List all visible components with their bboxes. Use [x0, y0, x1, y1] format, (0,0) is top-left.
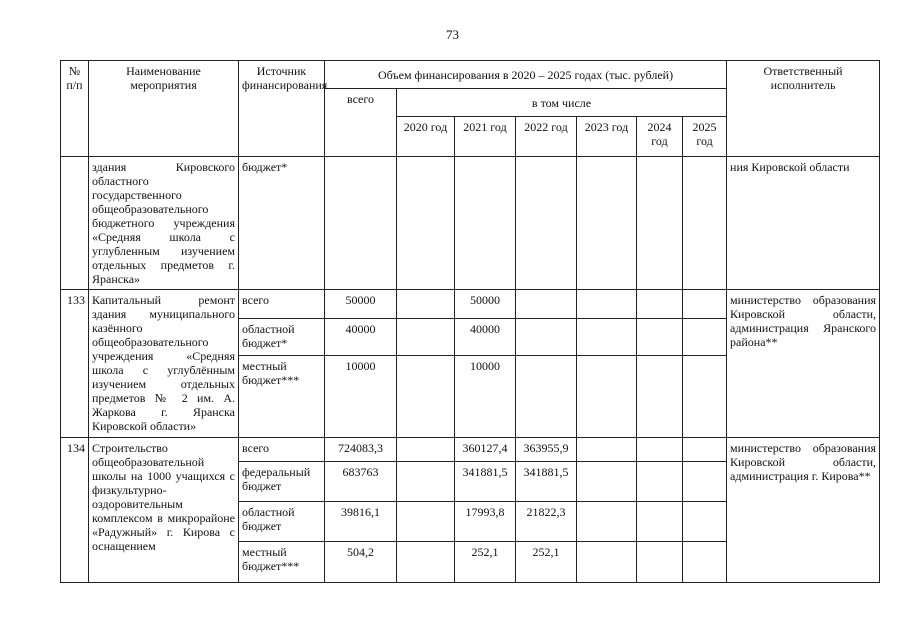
cell-total: 683763: [325, 461, 397, 501]
header-including: в том числе: [397, 89, 727, 117]
header-source: Источник финансирования: [239, 61, 325, 157]
cell-no: 134: [61, 437, 89, 582]
cell-total: 724083,3: [325, 437, 397, 461]
header-year: 2021 год: [455, 117, 516, 157]
table-row: [61, 157, 880, 290]
cell-2024: [637, 290, 683, 319]
header-responsible: Ответственный исполнитель: [727, 61, 880, 157]
cell-2023: [577, 461, 637, 501]
header-year: 2022 год: [516, 117, 577, 157]
cell-total: 50000: [325, 290, 397, 319]
financing-table: [60, 60, 880, 583]
cell-2020: [397, 461, 455, 501]
cell-name: здания Кировского областного государственного общеобразовательного бюджетного учреждения «Средняя школа с углубленным изучением отдельных предметов г. Яранска»: [89, 157, 239, 290]
cell-source: областной бюджет: [239, 501, 325, 541]
cell-2023: [577, 157, 637, 290]
cell-2024: [637, 501, 683, 541]
cell-2020: [397, 319, 455, 356]
cell-2020: [397, 541, 455, 582]
cell-responsible: министерство образования Кировской области, администрация Яранского района**: [727, 290, 880, 437]
cell-2022: 21822,3: [516, 501, 577, 541]
cell-2023: [577, 290, 637, 319]
cell-2022: 363955,9: [516, 437, 577, 461]
cell-2023: [577, 437, 637, 461]
cell-2020: [397, 290, 455, 319]
cell-2022: [516, 290, 577, 319]
header-year: 2024 год: [637, 117, 683, 157]
cell-name: Капитальный ремонт здания муниципального казённого общеобразовательного учреждения «Средняя школа с углублённым изучением отдельных предметов № 2 им. А. Жаркова г. Яранска Кировской области»: [89, 290, 239, 437]
cell-total: 39816,1: [325, 501, 397, 541]
cell-2024: [637, 437, 683, 461]
cell-2023: [577, 501, 637, 541]
cell-total: 10000: [325, 355, 397, 437]
cell-total: [325, 157, 397, 290]
cell-source: местный бюджет***: [239, 541, 325, 582]
cell-2021: 252,1: [455, 541, 516, 582]
cell-2025: [683, 461, 727, 501]
cell-total: 504,2: [325, 541, 397, 582]
cell-2022: 252,1: [516, 541, 577, 582]
table-row: [61, 437, 880, 461]
cell-source: всего: [239, 290, 325, 319]
header-year: 2025 год: [683, 117, 727, 157]
cell-2022: [516, 157, 577, 290]
cell-total: 40000: [325, 319, 397, 356]
cell-2025: [683, 437, 727, 461]
header-total: всего: [325, 89, 397, 157]
cell-source: всего: [239, 437, 325, 461]
cell-2025: [683, 319, 727, 356]
cell-2020: [397, 501, 455, 541]
cell-2021: 10000: [455, 355, 516, 437]
cell-2025: [683, 501, 727, 541]
cell-2024: [637, 541, 683, 582]
header-name: Наименование мероприятия: [89, 61, 239, 157]
cell-source: бюджет*: [239, 157, 325, 290]
cell-2020: [397, 157, 455, 290]
cell-2021: [455, 157, 516, 290]
cell-2021: 40000: [455, 319, 516, 356]
cell-2025: [683, 355, 727, 437]
cell-2022: 341881,5: [516, 461, 577, 501]
header-volume: Объем финансирования в 2020 – 2025 годах (тыс. рублей): [325, 61, 727, 89]
cell-2021: 341881,5: [455, 461, 516, 501]
page-number: 73: [446, 27, 459, 42]
cell-2022: [516, 319, 577, 356]
cell-2023: [577, 355, 637, 437]
cell-name: Строительство общеобразовательной школы на 1000 учащихся с физкультурно-оздоровительным комплексом в микрорайоне «Радужный» г. Кирова с оснащением: [89, 437, 239, 582]
cell-2024: [637, 319, 683, 356]
cell-2023: [577, 541, 637, 582]
cell-no: [61, 157, 89, 290]
cell-source: местный бюджет***: [239, 355, 325, 437]
cell-source: областной бюджет*: [239, 319, 325, 356]
cell-2021: 360127,4: [455, 437, 516, 461]
cell-no: 133: [61, 290, 89, 437]
header-no: № п/п: [61, 61, 89, 157]
cell-2021: 50000: [455, 290, 516, 319]
cell-2021: 17993,8: [455, 501, 516, 541]
cell-2024: [637, 355, 683, 437]
cell-2025: [683, 541, 727, 582]
cell-2024: [637, 461, 683, 501]
cell-responsible: министерство образования Кировской области, администрация г. Кирова**: [727, 437, 880, 582]
table-row: [61, 290, 880, 319]
header-year: 2020 год: [397, 117, 455, 157]
cell-2020: [397, 355, 455, 437]
header-year: 2023 год: [577, 117, 637, 157]
cell-source: федеральный бюджет: [239, 461, 325, 501]
cell-2024: [637, 157, 683, 290]
cell-2023: [577, 319, 637, 356]
cell-2025: [683, 157, 727, 290]
cell-responsible: ния Кировской области: [727, 157, 880, 290]
cell-2020: [397, 437, 455, 461]
cell-2022: [516, 355, 577, 437]
cell-2025: [683, 290, 727, 319]
